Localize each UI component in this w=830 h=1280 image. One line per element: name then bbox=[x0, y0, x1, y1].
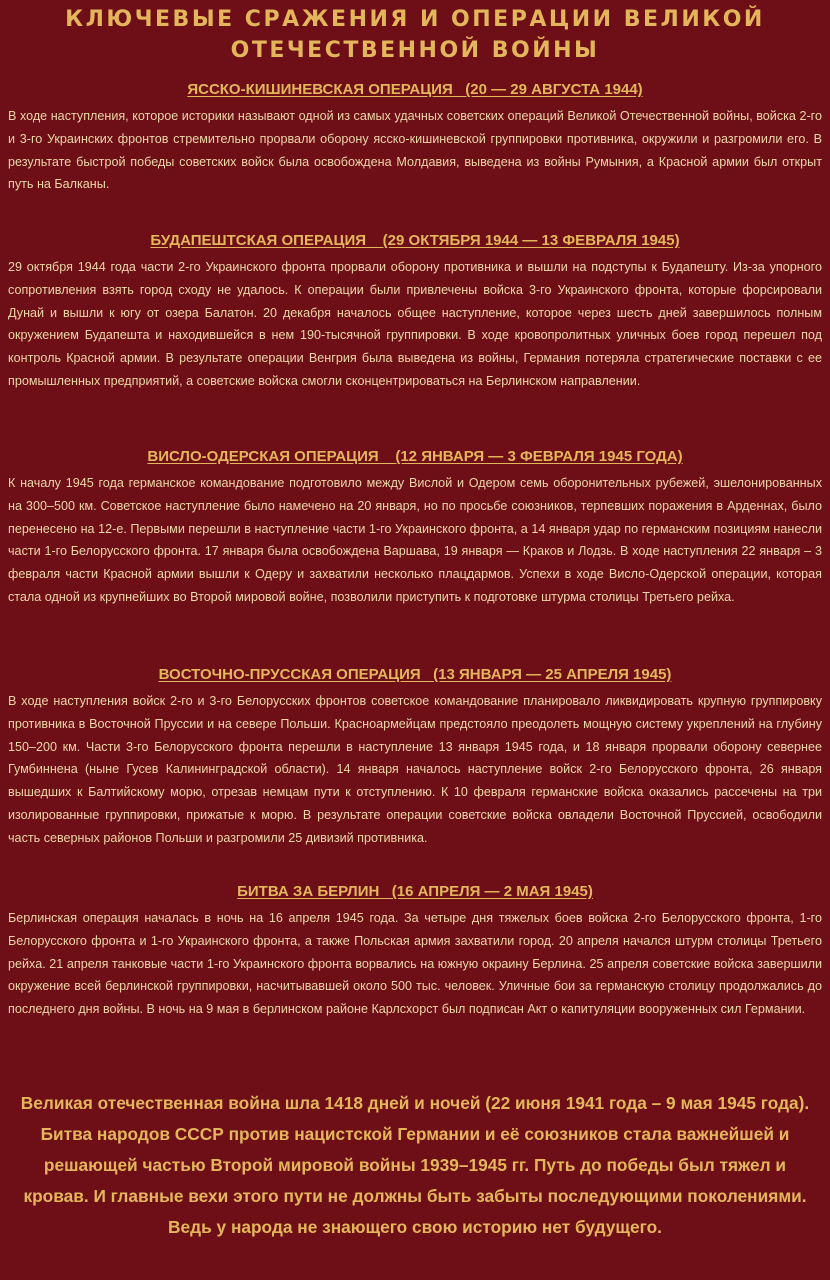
section-vistula-oder bbox=[8, 447, 822, 609]
page-title-line-1: КЛЮЧЕВЫЕ СРАЖЕНИЯ И ОПЕРАЦИИ ВЕЛИКОЙ bbox=[65, 7, 765, 32]
section-heading: ВОСТОЧНО-ПРУССКАЯ ОПЕРАЦИЯ (13 ЯНВАРЯ — 25 АПРЕЛЯ 1945) bbox=[158, 666, 672, 683]
section-heading: ЯССКО-КИШИНЕВСКАЯ ОПЕРАЦИЯ (20 — 29 АВГУСТА 1944) bbox=[187, 81, 643, 98]
section-heading: БИТВА ЗА БЕРЛИН (16 АПРЕЛЯ — 2 МАЯ 1945) bbox=[237, 883, 593, 900]
section-heading: БУДАПЕШТСКАЯ ОПЕРАЦИЯ (29 ОКТЯБРЯ 1944 — 13 ФЕВРАЛЯ 1945) bbox=[150, 232, 680, 249]
closing-statement: Великая отечественная война шла 1418 дней и ночей (22 июня 1941 года – 9 мая 1945 года). Битва народов СССР против нацистской Германии и её союзников стала важнейшей и решающей частью Второй мировой войны 1939–1945 гг. Путь до победы был тяжел и кровав. И главные вехи этого пути не должны быть забыты последующими поколениями. Ведь у народа не знающего свою историю нет будущего. bbox=[20, 1093, 810, 1237]
section-east-prussia bbox=[8, 665, 822, 850]
page-title-line-2: ОТЕЧЕСТВЕННОЙ ВОЙНЫ bbox=[230, 38, 600, 63]
section-body: В ходе наступления, которое историки называют одной из самых удачных советских операций Великой Отечественной войны, войска 2-го и 3-го Украинских фронтов стремительно прорвали оборону ясско-кишиневской группировки противника, окружили и разгромили его. В результате быстрой победы советских войск была освобождена Молдавия, выведена из войны Румыния, а Красной армии был открыт путь на Балканы. bbox=[8, 109, 822, 192]
section-body: Берлинская операция началась в ночь на 16 апреля 1945 года. За четыре дня тяжелых боев войска 2-го Белорусского фронта, 1-го Белорусского фронта и 1-го Украинского фронта, а также Польская армия захватили город. 20 апреля начался штурм столицы Третьего рейха. 21 апреля танковые части 1-го Украинского фронта ворвались на южную окраину Берлина. 25 апреля советские войска завершили окружение всей берлинской группировки, насчитывавшей около 500 тыс. человек. Уличные бои за германскую столицу продолжались до последнего дня войны. В ночь на 9 мая в берлинском районе Карлсхорст был подписан Акт о капитуляции вооруженных сил Германии. bbox=[8, 911, 822, 1017]
page-title bbox=[8, 4, 822, 66]
section-body: 29 октября 1944 года части 2-го Украинского фронта прорвали оборону противника и вышли на подступы к Будапешту. Из-за упорного сопротивления взять город сходу не удалось. К операции были привлечены войска 3-го Украинского фронта, которые форсировали Дунай и вышли к югу от озера Балатон. 20 декабря началось общее наступление, которое через шесть дней завершилось полным окружением Будапешта и находившейся в нем 190-тысячной группировки. В ходе кровопролитных уличных боев город перешел под контроль Красной армии. В результате операции Венгрия была выведена из войны, Германия потеряла стратегические поставки с ее промышленных предприятий, а советские войска смогли сконцентрироваться на Берлинском направлении. bbox=[8, 260, 822, 388]
section-body: В ходе наступления войск 2-го и 3-го Белорусских фронтов советское командование планировало ликвидировать крупную группировку противника в Восточной Пруссии и на севере Польши. Красноармейцам предстояло преодолеть мощную систему укреплений на глубину 150–200 км. Части 3-го Белорусского фронта перешли в наступление 13 января 1945 года, и 18 января прорвали оборону севернее Гумбиннена (ныне Гусев Калининградской области). 14 января началось наступление войск 2-го Белорусского фронта, 26 января вышедших к Балтийскому морю, отрезав немцам пути к отступлению. К 10 февраля германские войска оказались рассечены на три изолированные группировки, прижатые к морю. В результате операции советские войска овладели Восточной Пруссией, освободили часть северных районов Польши и разгромили 25 дивизий противника. bbox=[8, 694, 822, 845]
section-budapest bbox=[8, 231, 822, 393]
section-berlin bbox=[8, 882, 822, 1021]
section-heading: ВИСЛО-ОДЕРСКАЯ ОПЕРАЦИЯ (12 ЯНВАРЯ — 3 ФЕВРАЛЯ 1945 ГОДА) bbox=[147, 448, 683, 465]
section-iasi-kishinev bbox=[8, 80, 822, 196]
section-body: К началу 1945 года германское командование подготовило между Вислой и Одером семь оборонительных рубежей, эшелонированных на 300–500 км. Советское наступление было намечено на 20 января, но по просьбе союзников, терпевших поражения в Арденнах, было перенесено на 12-е. Первыми перешли в наступление части 1-го Украинского фронта, а 14 января удар по германским позициям нанесли части 1-го Белорусского фронта. 17 января была освобождена Варшава, 19 января — Краков и Лодзь. В ходе наступления 22 января – 3 февраля части Красной армии вышли к Одеру и захватили несколько плацдармов. Успехи в ходе Висло-Одерской операции, которая стала одной из крупнейших во Второй мировой войне, позволили приступить к подготовке штурма столицы Третьего рейха. bbox=[8, 476, 822, 604]
